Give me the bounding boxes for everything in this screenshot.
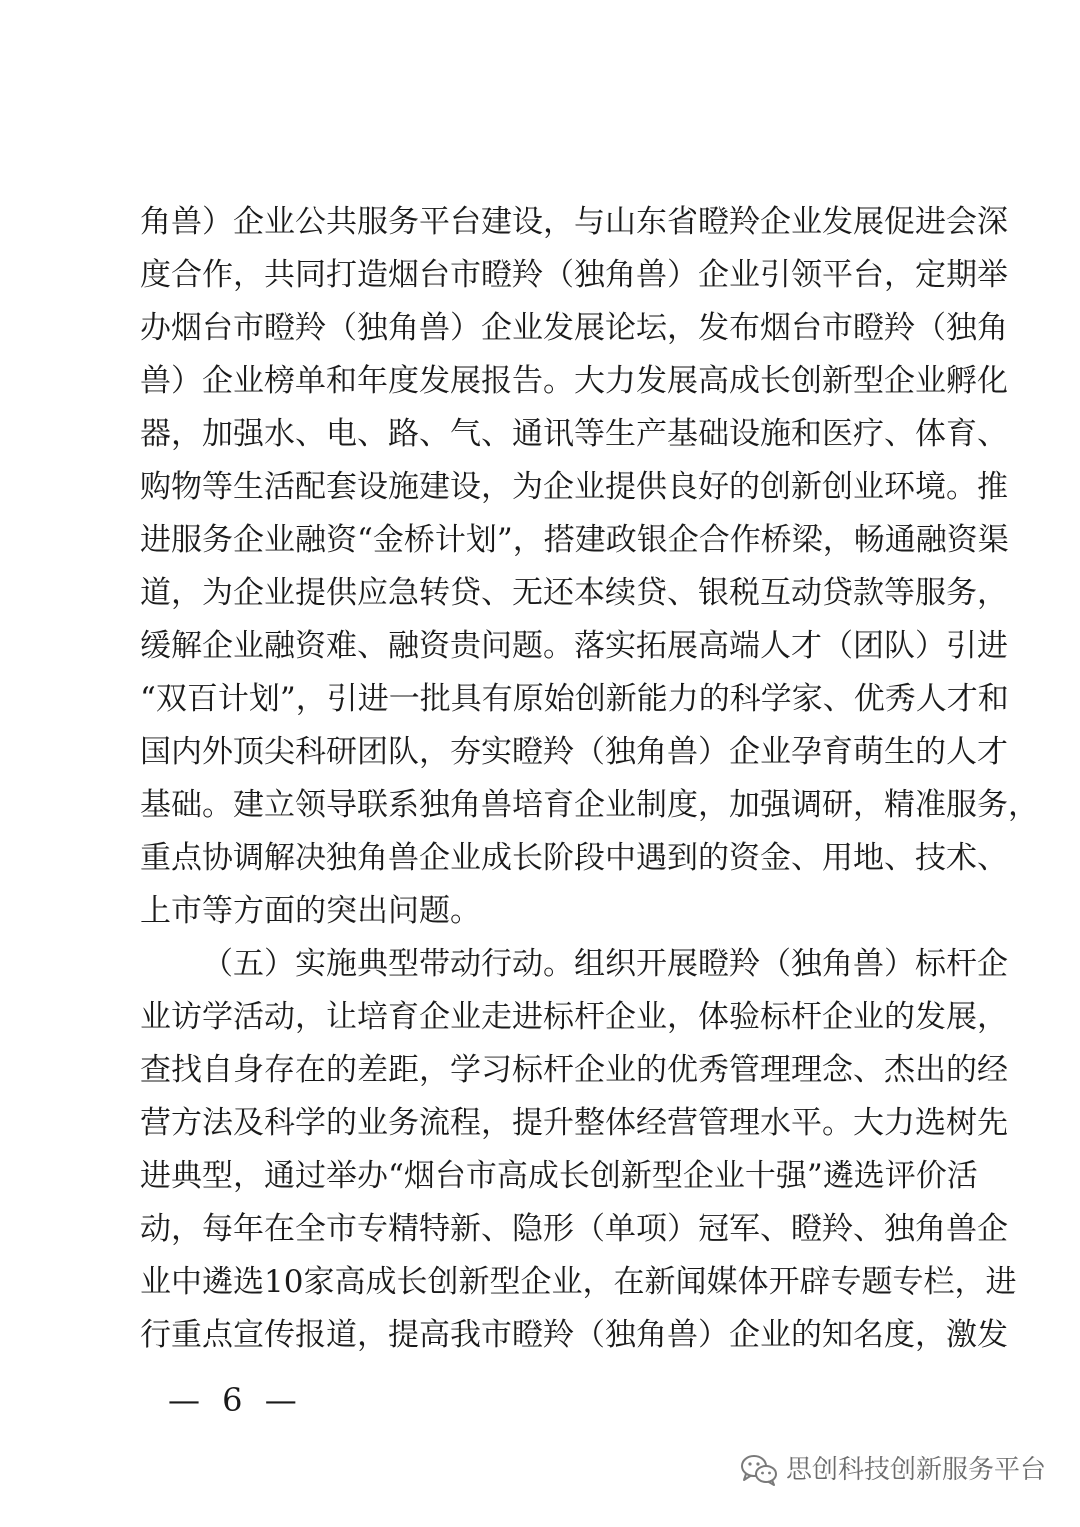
text-line: “双百计划”，引进一批具有原始创新能力的科学家、优秀人才和 (140, 681, 1009, 717)
text-line: 器，加强水、电、路、气、通讯等生产基础设施和医疗、体育、 (140, 416, 1008, 452)
text-line: 上市等方面的突出问题。 (140, 893, 481, 929)
body-text (140, 196, 1039, 1362)
text-line: 购物等生活配套设施建设，为企业提供良好的创新创业环境。推 (140, 469, 1008, 505)
text-line: 重点协调解决独角兽企业成长阶段中遇到的资金、用地、技术、 (140, 840, 1008, 876)
text-line: 进服务企业融资“金桥计划”，搭建政银企合作桥梁，畅通融资渠 (140, 522, 1009, 558)
section-heading-line: （五）实施典型带动行动。组织开展瞪羚（独角兽）标杆企 (202, 946, 1008, 982)
text-line: 业中遴选10家高成长创新型企业，在新闻媒体开辟专题专栏，进 (140, 1264, 1017, 1300)
text-line: 缓解企业融资难、融资贵问题。落实拓展高端人才（团队）引进 (140, 628, 1008, 664)
watermark-text: 思创科技创新服务平台 (785, 1455, 1046, 1485)
text-line: 动，每年在全市专精特新、隐形（单项）冠军、瞪羚、独角兽企 (140, 1211, 1008, 1247)
text-line: 营方法及科学的业务流程，提升整体经营管理水平。大力选树先 (140, 1105, 1008, 1141)
text-line: 国内外顶尖科研团队，夯实瞪羚（独角兽）企业孕育萌生的人才 (140, 734, 1008, 770)
text-line: 查找自身存在的差距，学习标杆企业的优秀管理理念、杰出的经 (140, 1052, 1008, 1088)
text-line: 角兽）企业公共服务平台建设，与山东省瞪羚企业发展促进会深 (140, 204, 1008, 240)
text-line: 行重点宣传报道，提高我市瞪羚（独角兽）企业的知名度，激发 (140, 1317, 1008, 1353)
text-line: 基础。建立领导联系独角兽培育企业制度，加强调研，精准服务， (140, 787, 1039, 823)
page-number: — 6 — (168, 1381, 303, 1419)
wechat-icon (740, 1454, 778, 1486)
text-line: 度合作，共同打造烟台市瞪羚（独角兽）企业引领平台，定期举 (140, 257, 1008, 293)
text-line: 兽）企业榜单和年度发展报告。大力发展高成长创新型企业孵化 (140, 363, 1008, 399)
text-line: 道，为企业提供应急转贷、无还本续贷、银税互动贷款等服务， (140, 575, 1008, 611)
text-line: 进典型，通过举办“烟台市高成长创新型企业十强”遴选评价活 (140, 1158, 978, 1194)
watermark (740, 1453, 1046, 1487)
text-line: 办烟台市瞪羚（独角兽）企业发展论坛，发布烟台市瞪羚（独角 (140, 310, 1008, 346)
text-line: 业访学活动，让培育企业走进标杆企业，体验标杆企业的发展， (140, 999, 1008, 1035)
